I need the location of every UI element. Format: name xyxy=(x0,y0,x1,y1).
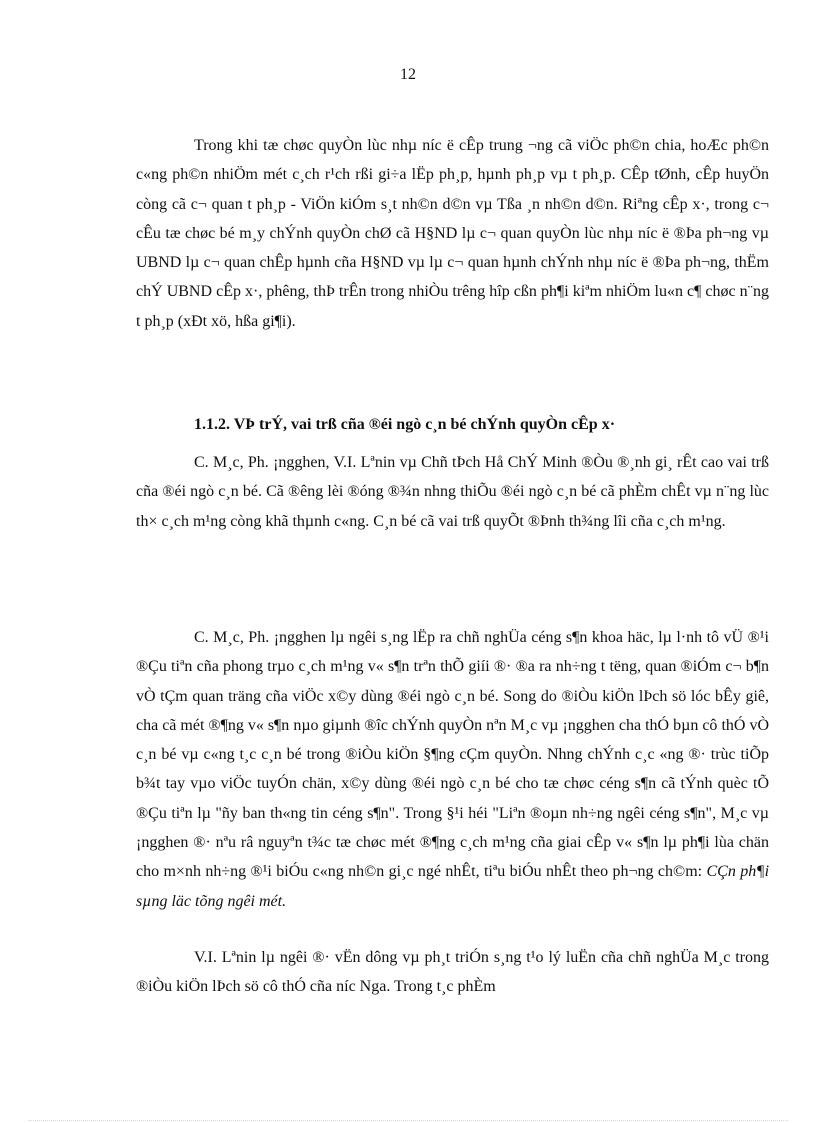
page-bottom-divider xyxy=(28,1120,788,1121)
paragraph-intro: Trong khi tæ chøc quyÒn lùc nhµ níc ë cÊp trung ¬ng cã viÖc ph©n chia, hoÆc ph©n c«ng ph©n nhiÖm mét c¸ch r¹ch rßi gi÷a lËp ph¸p, hµnh ph¸p vµ t ph¸p. CÊp tØnh, cÊp huyÖn còng cã c¬ quan t ph¸p - ViÖn kiÓm s¸t nh©n d©n vµ Tßa ¸n nh©n d©n. Riªng cÊp x·, trong c¬ cÊu tæ chøc bé m¸y chÝnh quyÒn chØ cã H§ND lµ c¬ quan quyÒn lùc nhµ níc ë ®Þa ph¬ng vµ UBND lµ c¬ quan chÊp hµnh cña H§ND vµ lµ c¬ quan hµnh chÝnh nhµ níc ë ®Þa ph¬ng, thËm chÝ UBND cÊp x·, phêng, thÞ trÊn trong nhiÒu trêng hîp cßn ph¶i kiªm nhiÖm lu«n c¶ chøc n¨ng t ph¸p (xÐt xö, hßa gi¶i). xyxy=(136,137,769,330)
italic-quote: CÇn ph¶i sµng läc tõng ngêi mét. xyxy=(136,863,770,910)
paragraph-role-cadres: C. M¸c, Ph. ¡ngghen, V.I. Lªnin vµ Chñ tÞch Hå ChÝ Minh ®Òu ®¸nh gi¸ rÊt cao vai trß cña ®éi ngò c¸n bé. Cã ®êng lèi ®óng ®¾n nhng thiÕu ®éi ngò c¸n bé cã phÈm chÊt vµ n¨ng lùc th× c¸ch m¹ng còng khã thµnh c«ng. C¸n bé cã vai trß quyÕt ®Þnh th¾ng lîi cña c¸ch m¹ng. xyxy=(136,454,769,530)
paragraph-lenin: V.I. Lªnin lµ ngêi ®· vËn dông vµ ph¸t triÓn s¸ng t¹o lý luËn cña chñ nghÜa M¸c trong ®iÒu kiÖn lÞch sö cô thÓ cña níc Nga. Trong t¸c phÈm xyxy=(136,949,769,996)
section-heading: 1.1.2. VÞ trÝ, vai trß cña ®éi ngò c¸n bé chÝnh quyÒn cÊp x· xyxy=(194,416,616,433)
paragraph-marx-engels-text: C. M¸c, Ph. ¡ngghen lµ ngêi s¸ng lËp ra chñ nghÜa céng s¶n khoa häc, lµ l·nh tô vÜ ®¹i ®Çu tiªn cña phong trµo c¸ch m¹ng v« s¶n trªn thÕ giíi ®· ®a ra nh÷ng t tëng, quan ®iÓm c¬ b¶n vÒ tÇm quan träng cña viÖc x©y dùng ®éi ngò c¸n bé. Song do ®iÒu kiÖn lÞch sö lóc bÊy giê, cha cã mét ®¶ng v« s¶n nµo giµnh ®îc chÝnh quyÒn nªn M¸c vµ ¡ngghen cha thÓ bµn cô thÓ vÒ c¸n bé vµ c«ng t¸c c¸n bé trong ®iÒu kiÖn §¶ng cÇm quyÒn. Nhng chÝnh c¸c «ng ®· trùc tiÕp b¾t tay vµo viÖc tuyÓn chän, x©y dùng ®éi ngò c¸n bé cho tæ chøc céng s¶n cã tÝnh quèc tÕ ®Çu tiªn lµ "ñy ban th«ng tin céng s¶n". Trong §¹i héi "Liªn ®oµn nh÷ng ngêi céng s¶n", M¸c vµ ¡ngghen ®· nªu râ nguyªn t¾c tæ chøc mét ®¶ng c¸ch m¹ng cña giai cÊp v« s¶n lµ ph¶i lùa chän cho m×nh nh÷ng ®¹i biÓu c«ng nh©n gi¸c ngé nhÊt, tiªu biÓu nhÊt theo ph¬ng ch©m: xyxy=(136,629,769,881)
paragraph-marx-engels xyxy=(136,623,769,916)
page-number: 12 xyxy=(400,66,416,83)
